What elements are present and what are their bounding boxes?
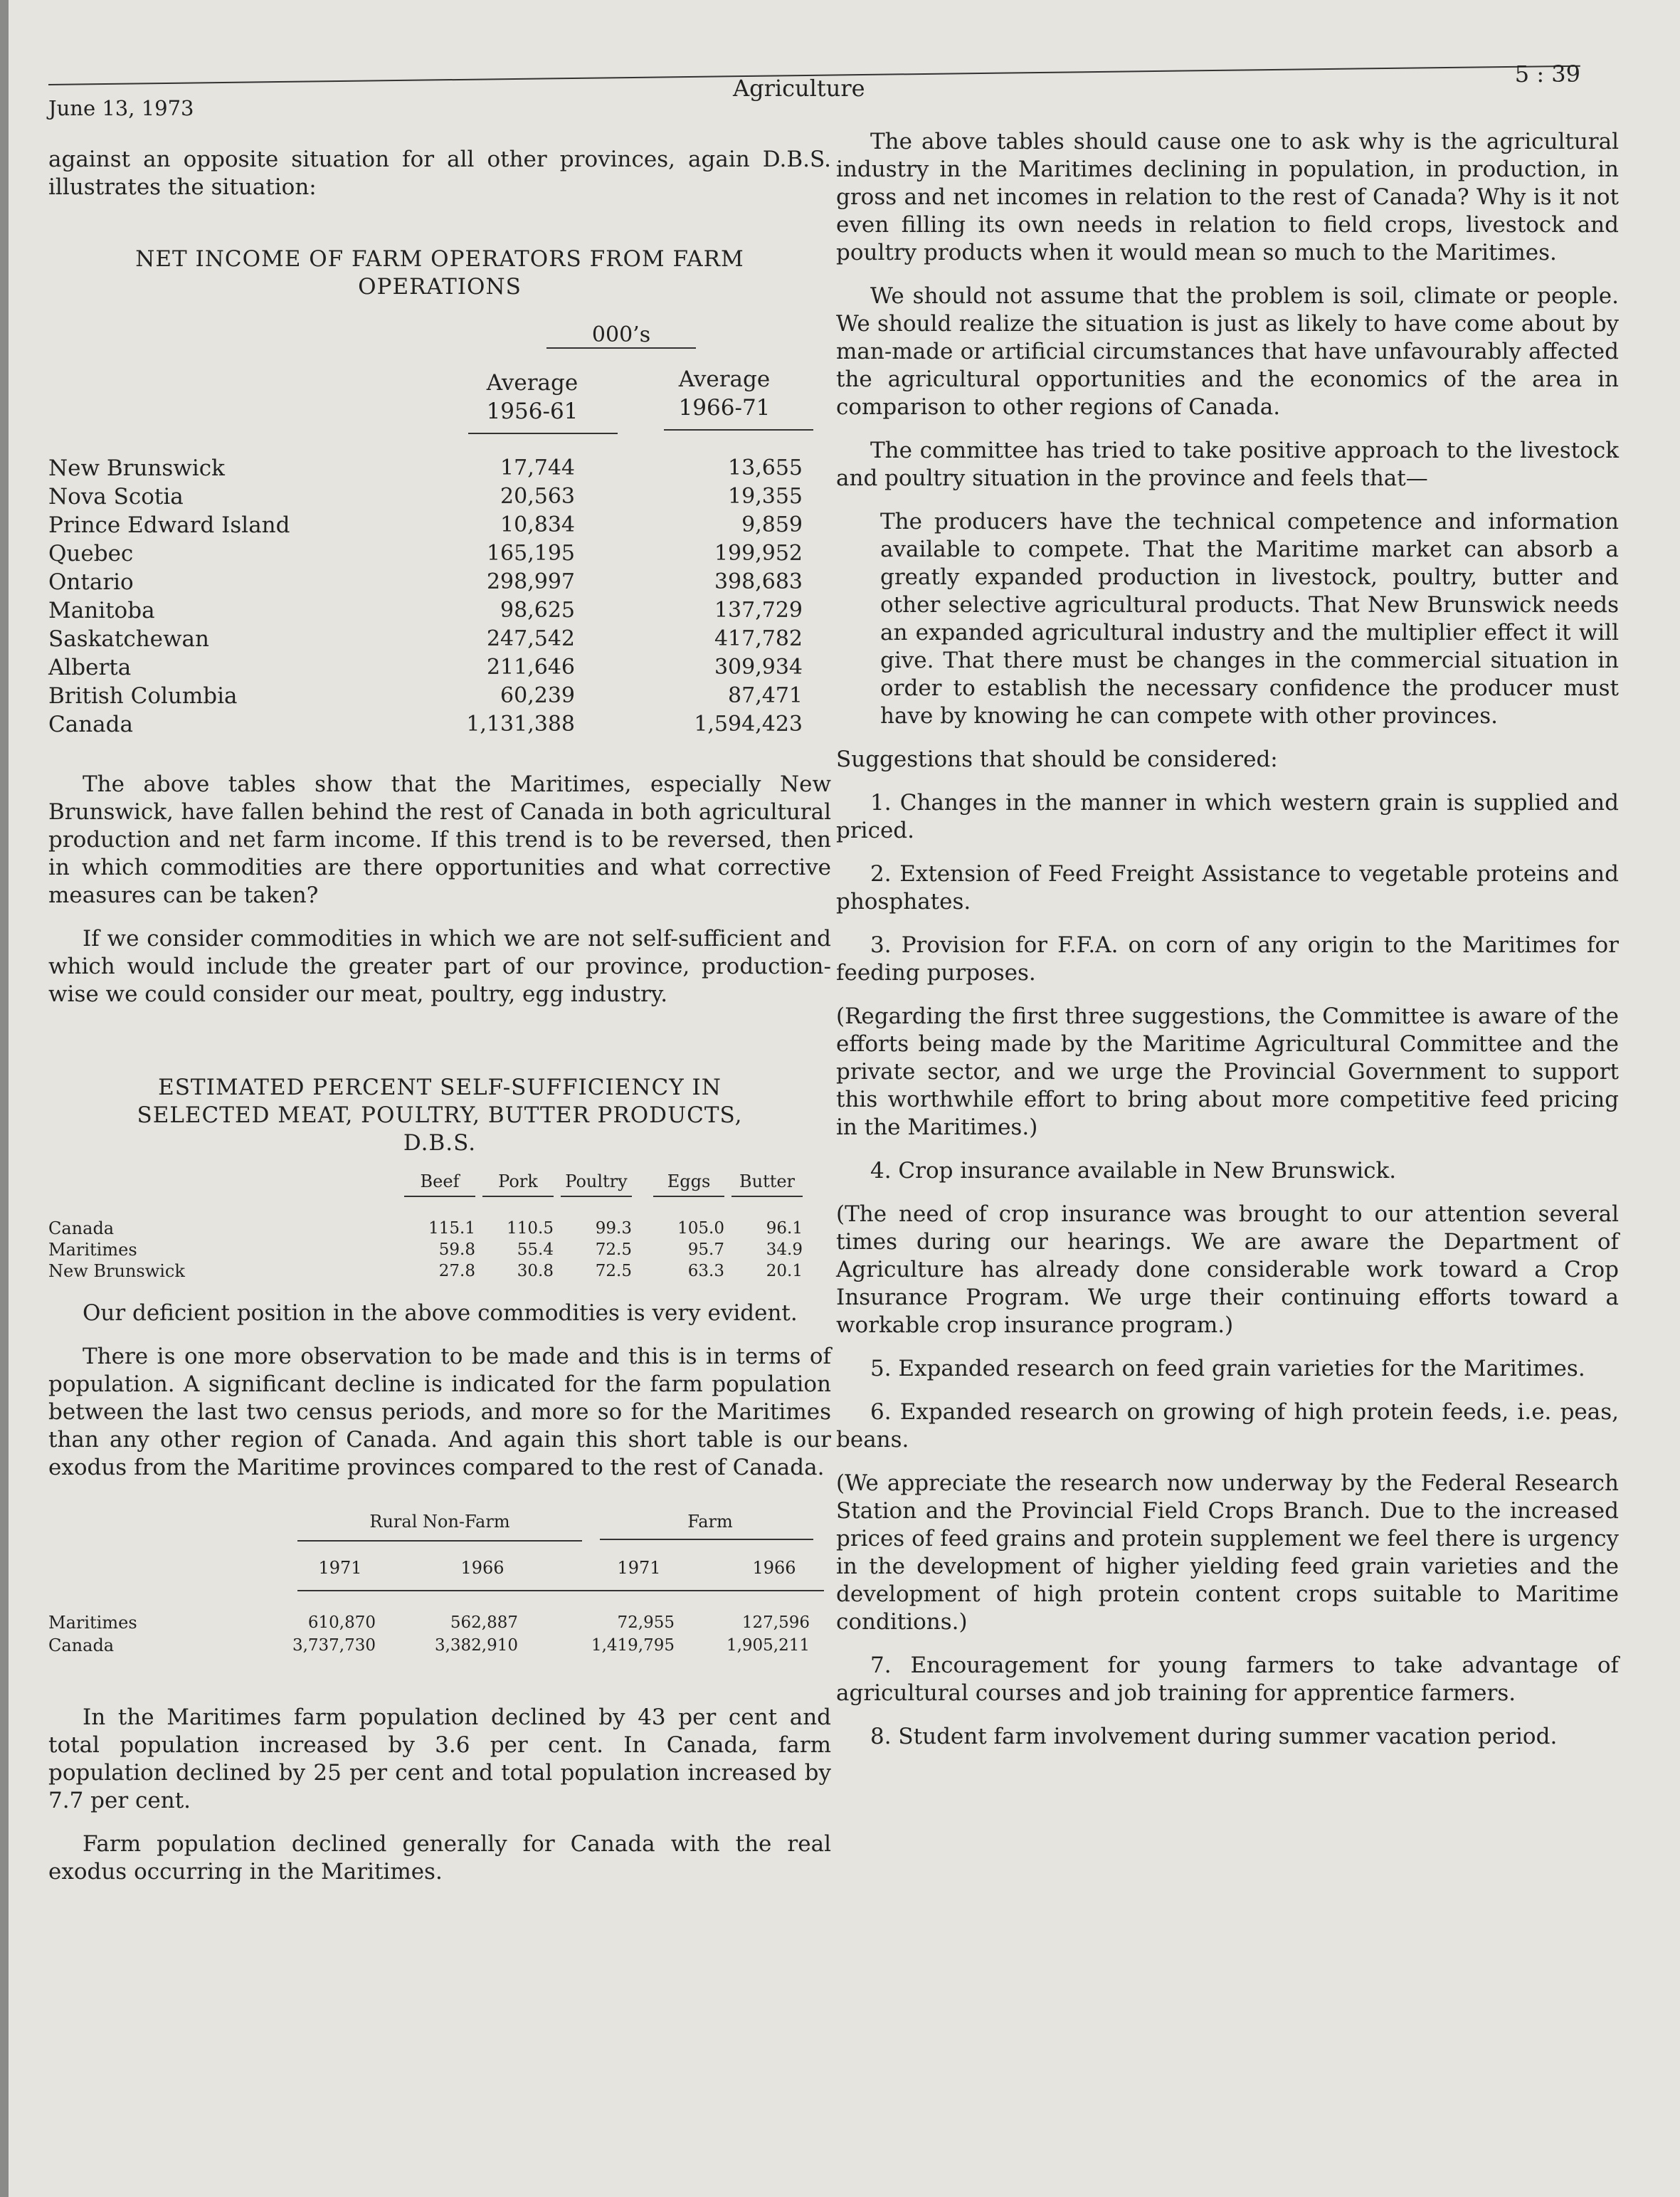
table1-row-label: Alberta [48,655,132,680]
table1-cell: 309,934 [714,655,803,680]
suggestion-item: 2. Extension of Feed Freight Assistance to vegetable proteins and phosphates. [836,861,1619,915]
suggestion-item: 5. Expanded research on feed grain varieties for the Maritimes. [870,1356,1585,1381]
table1-row-label: Saskatchewan [48,626,210,652]
table1-cell: 398,683 [714,569,803,594]
table1-row-label: Ontario [48,569,134,595]
table2-row-label: Maritimes [48,1240,137,1260]
table2-cell: 30.8 [517,1262,554,1280]
suggestion-item: 4. Crop insurance available in New Brunswick. [870,1158,1397,1184]
table1-cell: 298,997 [486,569,575,594]
paragraph: There is one more observation to be made and this is in terms of population. A significant decline is indicated for the farm population between the last two census periods, and more so for the Maritimes than any other region of Canada. And again this short table is our exodus from the Maritime provinces compared to the rest of Canada. [48,1344,831,1480]
table1-cell: 1,594,423 [694,712,803,737]
suggestion-note: (Regarding the first three suggestions, the Committee is aware of the efforts being made by the Maritime Agricultural Committee and the private sector, and we urge the Provincial Government to support this worthwhile effort to bring about more competitive feed pricing in the Maritimes.) [836,1003,1619,1140]
table2-cell: 20.1 [766,1262,803,1280]
table2-row-label: New Brunswick [48,1261,185,1281]
table1-rule [664,429,813,431]
table1-row [48,483,803,511]
suggestion-note: (The need of crop insurance was brought to our attention several times during our hearings. We are aware the Department of Agriculture has already done considerable work toward a Crop Insurance Program. We urge their continuing efforts toward a workable crop insurance program.) [836,1201,1619,1338]
table3-group2: Farm [687,1512,733,1532]
table2-title-line: SELECTED MEAT, POULTRY, BUTTER PRODUCTS, [137,1102,743,1128]
table2 [48,1157,831,1300]
table3-rule [297,1540,582,1542]
paragraph: The above tables show that the Maritimes, especially New Brunswick, have fallen behind the rest of Canada in both agricultural production and net farm income. If this trend is to be reversed, then in which commodities are there opportunities and what corrective measures can be taken? [48,771,831,908]
table1-unit: 000’s [546,322,696,349]
table1-cell: 20,563 [500,484,575,509]
table1-col1-header [447,369,618,426]
suggestion-item: 3. Provision for F.F.A. on corn of any origin to the Maritimes for feeding purposes. [836,932,1619,986]
table2-col-header: Beef [404,1171,475,1197]
suggestion-item: 1. Changes in the manner in which western grain is supplied and priced. [836,790,1619,843]
table1-row-label: Quebec [48,541,134,567]
table1-col2-label: Average [678,367,771,392]
table2-header [383,1171,881,1200]
table3-row-label: Maritimes [48,1613,137,1633]
table2-row [48,1239,831,1260]
table1-row [48,596,803,625]
table1-col2-header [639,365,810,422]
left-column [48,146,831,1902]
table2-cell: 55.4 [517,1240,554,1259]
table1-col2-years: 1966-71 [678,395,771,421]
table1-body [48,454,803,739]
table2-cell: 99.3 [595,1219,632,1238]
table2-col-header: Poultry [561,1171,632,1197]
table3-cell: 1,905,211 [726,1636,810,1655]
table2-title [48,1074,831,1157]
right-column [836,128,1619,1766]
page-number: 5 : 39 [1514,60,1580,88]
table1-cell: 1,131,388 [466,712,575,737]
paragraph: Farm population declined generally for Canada with the real exodus occurring in the Maritimes. [48,1831,831,1885]
table1-row-label: New Brunswick [48,455,225,481]
header-title: Agriculture [733,75,865,102]
table1-cell: 9,859 [741,512,803,537]
table3-cell: 1,419,795 [591,1636,675,1655]
page-edge [0,0,9,2197]
table1-rule [468,433,618,434]
table1-cell: 17,744 [500,455,575,480]
table1-row [48,568,803,596]
table3-cell: 3,382,910 [434,1636,518,1655]
table1-cell: 417,782 [714,626,803,651]
table1-row [48,682,803,710]
table3-row [48,1634,831,1657]
table3-year-header: 1971 [318,1558,362,1578]
table1-row [48,454,803,483]
table1-cell: 60,239 [500,683,575,708]
table1-cell: 13,655 [728,455,803,480]
table3-cell: 562,887 [450,1613,518,1632]
paragraph: In the Maritimes farm population declined by 43 per cent and total population increased by 3.6 per cent. In Canada, farm population declined by 25 per cent and total population increased by 7.7 per cent. [48,1705,831,1813]
table1-row-label: Prince Edward Island [48,512,290,538]
table2-row [48,1260,831,1282]
suggestion-item: 6. Expanded research on growing of high protein feeds, i.e. peas, beans. [836,1399,1619,1453]
table2-cell: 95.7 [687,1240,724,1259]
table1 [48,301,831,771]
table3-body [48,1611,831,1657]
table2-title-line: D.B.S. [403,1130,477,1156]
table2-cell: 72.5 [595,1240,632,1259]
table2-col-header: Pork [482,1171,554,1197]
table1-cell: 87,471 [728,683,803,708]
header-date: June 13, 1973 [48,96,194,120]
table1-row [48,625,803,653]
table1-row-label: British Columbia [48,683,238,709]
table3-row [48,1611,831,1634]
table1-cell: 19,355 [728,484,803,509]
paragraph: Suggestions that should be considered: [836,747,1278,772]
table3-group1: Rural Non-Farm [369,1512,510,1532]
table1-cell: 199,952 [714,541,803,566]
suggestion-note: (We appreciate the research now underway by the Federal Research Station and the Provincial Field Crops Branch. Due to the increased prices of feed grains and protein supplement we feel there is urgency in the development of higher yielding feed grain varieties and the development of high protein content crops suitable to Maritime conditions.) [836,1470,1619,1635]
table2-row-label: Canada [48,1218,115,1238]
table1-row [48,539,803,568]
table1-row-label: Canada [48,712,133,737]
table3-year-header: 1966 [460,1558,504,1578]
table3-year-header: 1971 [617,1558,661,1578]
table2-title-line: ESTIMATED PERCENT SELF-SUFFICIENCY IN [158,1075,722,1100]
table2-cell: 72.5 [595,1262,632,1280]
table2-col-header: Eggs [653,1171,724,1197]
suggestion-item: 8. Student farm involvement during summer vacation period. [870,1724,1558,1749]
table1-cell: 211,646 [486,655,575,680]
table2-cell: 105.0 [677,1219,724,1238]
table2-cell: 110.5 [507,1219,554,1238]
table3-rule [297,1590,824,1591]
table3-row-label: Canada [48,1635,115,1655]
paragraph: If we consider commodities in which we are not self-sufficient and which would include the greater part of our province, production-wise we could consider our meat, poultry, egg industry. [48,926,831,1007]
table2-cell: 27.8 [438,1262,475,1280]
paragraph: Our deficient position in the above commodities is very evident. [83,1300,798,1326]
table1-cell: 10,834 [500,512,575,537]
paragraph: We should not assume that the problem is soil, climate or people. We should realize the situation is just as likely to have come about by man-made or artificial circumstances that have unfavourably affected the agricultural opportunities and the economics of the area in comparison to other regions of Canada. [836,283,1619,420]
table1-row-label: Nova Scotia [48,484,184,510]
quoted-paragraph: The producers have the technical competence and information available to compete. That the Maritime market can absorb a greatly expanded production in livestock, poultry, butter and other selective agricultural products. That New Brunswick needs an expanded agricultural industry and the multiplier effect it will give. That there must be changes in the commercial situation in order to establish the necessary confidence the producer must have by knowing he can compete with other provinces. [880,509,1619,729]
table2-row [48,1218,831,1239]
table1-cell: 165,195 [486,541,575,566]
table3 [48,1497,831,1704]
table1-row [48,653,803,682]
table2-cell: 59.8 [438,1240,475,1259]
table1-row-label: Manitoba [48,598,155,623]
table1-col1-years: 1956-61 [486,399,579,424]
table2-cell: 115.1 [428,1219,475,1238]
paragraph: The committee has tried to take positive approach to the livestock and poultry situation in the province and feels that— [836,438,1619,491]
intro-paragraph: against an opposite situation for all other provinces, again D.B.S. illustrates the situation: [48,147,831,200]
table1-cell: 137,729 [714,598,803,623]
table1-cell: 98,625 [500,598,575,623]
table1-title-line: NET INCOME OF FARM OPERATORS FROM FARM [135,246,744,272]
table2-cell: 34.9 [766,1240,803,1259]
table2-cell: 96.1 [766,1219,803,1238]
table1-col1-label: Average [486,370,579,396]
table3-cell: 3,737,730 [292,1636,376,1655]
table3-rule [600,1539,813,1540]
table1-title [48,246,831,301]
table2-body [48,1218,831,1282]
table3-cell: 72,955 [617,1613,675,1632]
suggestion-item: 7. Encouragement for young farmers to take advantage of agricultural courses and job training for apprentice farmers. [836,1653,1619,1706]
table3-cell: 610,870 [307,1613,376,1632]
table1-title-line: OPERATIONS [358,274,522,300]
table1-cell: 247,542 [486,626,575,651]
table3-cell: 127,596 [741,1613,810,1632]
table3-year-header: 1966 [752,1558,796,1578]
table2-col-header: Butter [731,1171,803,1197]
paragraph: The above tables should cause one to ask why is the agricultural industry in the Maritimes declining in population, in production, in gross and net incomes in relation to the rest of Canada? Why is it not even filling its own needs in relation to field crops, livestock and poultry products when it would mean so much to the Maritimes. [836,129,1619,265]
table3-header [297,1558,852,1586]
table1-row [48,511,803,539]
table2-cell: 63.3 [687,1262,724,1280]
table1-row [48,710,803,739]
